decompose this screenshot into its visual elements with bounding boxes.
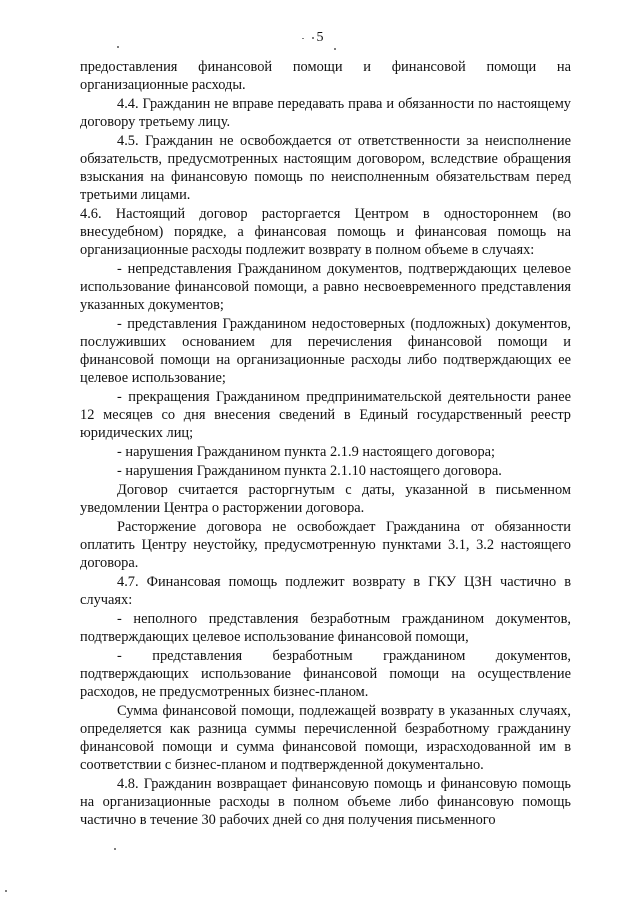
paragraph: - представления безработным гражданином документов, подтверждающих использование финансовой помощи на осуществление расходов, не предусмотренных бизнес-планом. bbox=[80, 648, 571, 700]
scan-speck bbox=[302, 38, 304, 39]
scan-speck bbox=[334, 48, 336, 50]
scan-speck bbox=[114, 848, 116, 850]
page-number: 5 bbox=[316, 30, 324, 45]
paragraph: Сумма финансовой помощи, подлежащей возврату в указанных случаях, определяется как разница суммы перечисленной безработному гражданину финансовой помощи и сумма финансовой помощи, израсходованной им в соответствии с бизнес-планом и подтвержденной документально. bbox=[80, 703, 571, 773]
paragraph: - непредставления Гражданином документов, подтверждающих целевое использование финансовой помощи, а равно несвоевременного представления указанных документов; bbox=[80, 261, 571, 313]
paragraph: Расторжение договора не освобождает Гражданина от обязанности оплатить Центру неустойку, предусмотренную пунктами 3.1, 3.2 настоящего договора. bbox=[80, 519, 571, 571]
paragraph: - нарушения Гражданином пункта 2.1.10 настоящего договора. bbox=[117, 463, 502, 479]
scan-speck bbox=[5, 890, 7, 892]
paragraph: 4.4. Гражданин не вправе передавать права и обязанности по настоящему договору третьему лицу. bbox=[80, 96, 571, 130]
paragraph: - неполного представления безработным гражданином документов, подтверждающих целевое использование финансовой помощи, bbox=[80, 611, 571, 645]
paragraph: - представления Гражданином недостоверных (подложных) документов, послуживших основанием для перечисления финансовой помощи и финансовой помощи на организационные расходы либо подтверждающих ее целевое использование; bbox=[80, 316, 571, 386]
paragraph: 4.6. Настоящий договор расторгается Центром в одностороннем (во внесудебном) порядке, а финансовая помощь и финансовая помощь на организационные расходы подлежит возврату в полном объеме в случаях: bbox=[80, 206, 571, 258]
scan-speck bbox=[312, 37, 314, 39]
document-body bbox=[80, 58, 571, 830]
paragraph: 4.8. Гражданин возвращает финансовую помощь и финансовую помощь на организационные расходы в полном объеме либо финансовую помощь частично в течение 30 рабочих дней со дня получения письменного bbox=[80, 776, 571, 828]
paragraph: - прекращения Гражданином предпринимательской деятельности ранее 12 месяцев со дня внесения сведений в Единый государственный реестр юридических лиц; bbox=[80, 389, 571, 441]
paragraph: - нарушения Гражданином пункта 2.1.9 настоящего договора; bbox=[117, 444, 496, 460]
paragraph: Договор считается расторгнутым с даты, указанной в письменном уведомлении Центра о расторжении договора. bbox=[80, 482, 571, 516]
paragraph: 4.7. Финансовая помощь подлежит возврату в ГКУ ЦЗН частично в случаях: bbox=[80, 574, 571, 608]
scan-speck bbox=[117, 46, 119, 48]
paragraph: 4.5. Гражданин не освобождается от ответственности за неисполнение обязательств, предусмотренных настоящим договором, вследствие обращения взыскания на финансовую помощь по неисполненным обязательствам перед третьими лицами. bbox=[80, 133, 571, 203]
paragraph: предоставления финансовой помощи и финансовой помощи на организационные расходы. bbox=[80, 59, 571, 93]
